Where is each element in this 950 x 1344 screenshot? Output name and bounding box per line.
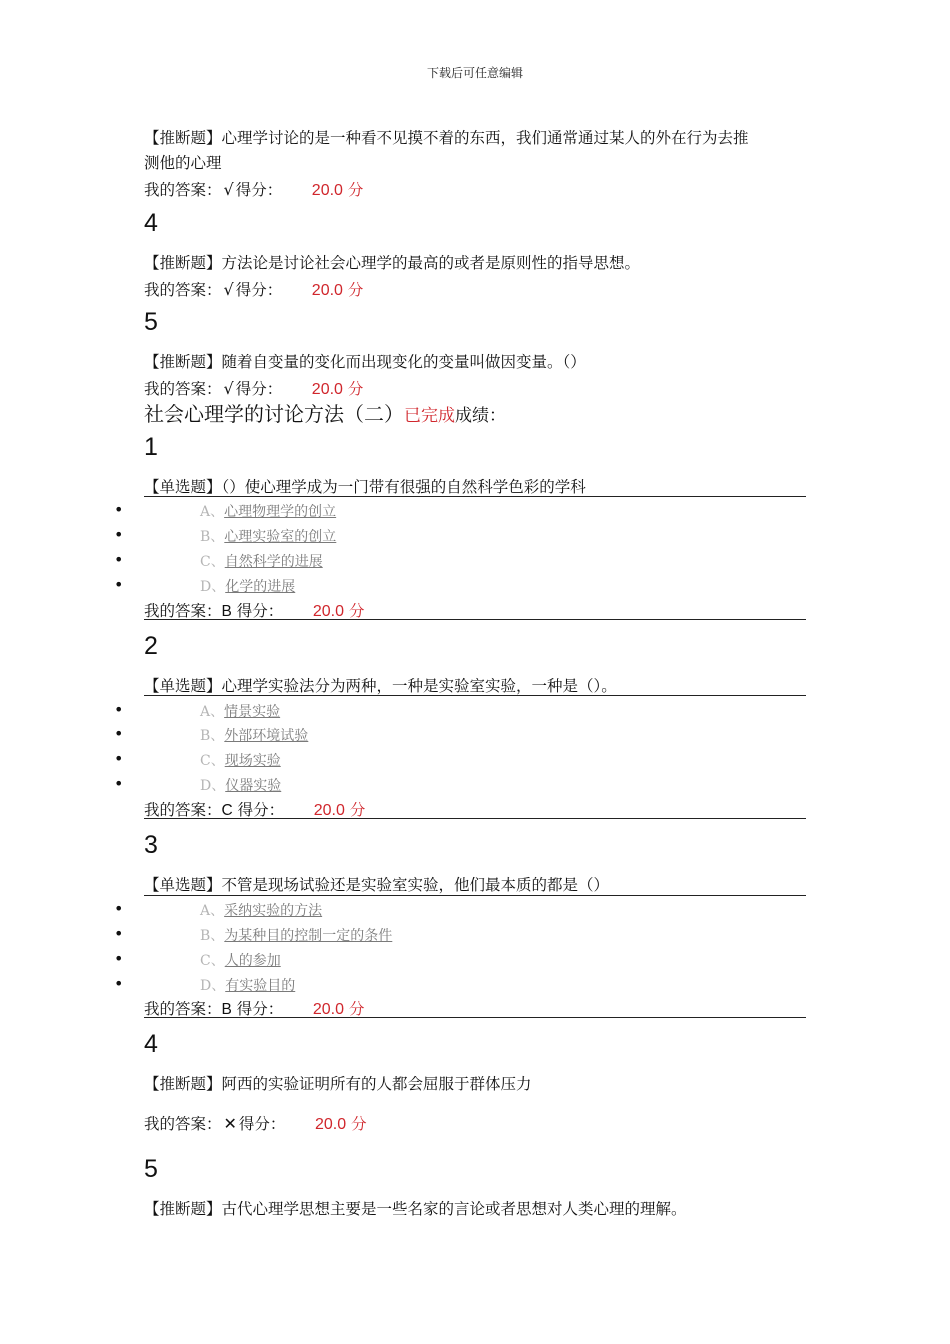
my-answer-label: 我的答案： [144, 1000, 222, 1018]
option-text[interactable]: 人的参加 [224, 953, 281, 969]
question-text: 【推断题】古代心理学思想主要是一些名家的言论或者思想对人类心理的理解。 [144, 1200, 687, 1218]
option-letter: C、 [200, 753, 225, 769]
my-answer-label: 我的答案： [144, 281, 222, 299]
section-title-row [144, 398, 506, 427]
option-c[interactable] [200, 551, 323, 571]
score-label: 得分： [237, 801, 285, 819]
question-number: 5 [144, 1155, 158, 1183]
answer-value: B [221, 603, 232, 620]
option-letter: D、 [200, 579, 226, 595]
bullet: • [114, 500, 124, 519]
bullet: • [114, 749, 124, 768]
check-mark-icon: √ [223, 280, 234, 299]
option-d[interactable] [200, 975, 295, 995]
option-text[interactable]: 自然科学的进展 [224, 554, 323, 570]
option-text[interactable]: 外部环境试验 [224, 728, 309, 744]
score-label: 得分： [235, 380, 283, 398]
answer-row [144, 278, 363, 300]
option-d[interactable] [200, 775, 281, 795]
option-text[interactable]: 有实验目的 [225, 978, 296, 994]
answer-value: B [221, 1001, 232, 1018]
option-a[interactable] [200, 900, 322, 920]
option-text[interactable]: 为某种目的控制一定的条件 [224, 928, 393, 944]
question-text: 【推断题】方法论是讨论社会心理学的最高的或者是原则性的指导思想。 [144, 254, 641, 272]
option-letter: C、 [200, 554, 225, 570]
my-answer-label: 我的答案： [144, 380, 222, 398]
bullet: • [114, 924, 124, 943]
bullet: • [114, 949, 124, 968]
question-number: 4 [144, 209, 158, 237]
question-text: 【单选题】心理学实验法分为两种，一种是实验室实验，一种是（）。 [144, 677, 617, 695]
score-value: 20.0 [311, 282, 343, 299]
score-unit: 分 [351, 1115, 367, 1133]
score-label: 得分： [235, 281, 283, 299]
bullet: • [114, 774, 124, 793]
option-b[interactable] [200, 925, 392, 945]
section-title: 社会心理学的讨论方法（二） [144, 402, 404, 426]
grade-label: 成绩： [455, 406, 506, 426]
option-a[interactable] [200, 701, 280, 721]
check-mark-icon: √ [223, 180, 234, 199]
option-text[interactable]: 情景实验 [224, 704, 281, 720]
page-header: 下载后可任意编辑 [426, 66, 523, 80]
option-text[interactable]: 仪器实验 [225, 778, 282, 794]
question-text: 【单选题】（）使心理学成为一门带有很强的自然科学色彩的学科 [144, 478, 586, 496]
answer-row [144, 798, 365, 820]
option-letter: D、 [200, 978, 226, 994]
question-text: 【推断题】心理学讨论的是一种看不见摸不着的东西，我们通常通过某人的外在行为去推 [144, 129, 749, 147]
question-number: 1 [144, 433, 158, 461]
option-letter: A、 [200, 903, 225, 919]
question-number: 3 [144, 831, 158, 859]
answer-row [144, 178, 363, 200]
score-label: 得分： [235, 181, 283, 199]
divider [144, 895, 806, 896]
score-label: 得分： [236, 602, 284, 620]
question-number: 2 [144, 632, 158, 660]
answer-value: C [221, 802, 233, 819]
score-value: 20.0 [312, 603, 345, 620]
option-b[interactable] [200, 526, 336, 546]
bullet: • [114, 575, 124, 594]
answer-row [144, 377, 363, 399]
option-d[interactable] [200, 576, 295, 596]
option-text[interactable]: 采纳实验的方法 [224, 903, 323, 919]
option-letter: D、 [200, 778, 226, 794]
option-text[interactable]: 化学的进展 [225, 579, 296, 595]
bullet: • [114, 550, 124, 569]
option-letter: B、 [200, 728, 225, 744]
option-text[interactable]: 心理实验室的创立 [224, 529, 337, 545]
score-unit: 分 [349, 801, 366, 819]
question-text: 【推断题】随着自变量的变化而出现变化的变量叫做因变量。（） [144, 353, 586, 371]
option-c[interactable] [200, 950, 281, 970]
my-answer-label: 我的答案： [144, 1115, 222, 1133]
score-value: 20.0 [313, 802, 345, 819]
option-c[interactable] [200, 750, 281, 770]
divider [144, 496, 806, 497]
bullet: • [114, 899, 124, 918]
score-value: 20.0 [315, 1116, 347, 1133]
bullet: • [114, 700, 124, 719]
option-letter: B、 [200, 529, 225, 545]
bullet: • [114, 974, 124, 993]
divider [144, 619, 806, 620]
answer-row [144, 997, 364, 1019]
my-answer-label: 我的答案： [144, 602, 222, 620]
option-text[interactable]: 现场实验 [224, 753, 281, 769]
answer-row [144, 599, 364, 621]
option-letter: B、 [200, 928, 225, 944]
option-a[interactable] [200, 501, 336, 521]
score-unit: 分 [348, 602, 365, 620]
score-unit: 分 [347, 181, 364, 199]
score-label: 得分： [238, 1115, 286, 1133]
check-mark-icon: √ [223, 379, 234, 398]
score-unit: 分 [348, 1000, 365, 1018]
score-unit: 分 [347, 281, 364, 299]
option-b[interactable] [200, 725, 308, 745]
option-text[interactable]: 心理物理学的创立 [224, 504, 337, 520]
status-badge: 已完成 [404, 406, 455, 426]
question-number: 4 [144, 1030, 158, 1058]
question-text: 【推断题】阿西的实验证明所有的人都会屈服于群体压力 [144, 1075, 532, 1093]
option-letter: A、 [200, 504, 225, 520]
cross-mark-icon: ✕ [223, 1114, 237, 1133]
score-value: 20.0 [312, 1001, 345, 1018]
option-letter: A、 [200, 704, 225, 720]
question-number: 5 [144, 308, 158, 336]
bullet: • [114, 525, 124, 544]
divider [144, 695, 806, 696]
score-value: 20.0 [311, 182, 343, 199]
answer-row [144, 1112, 367, 1134]
bullet: • [114, 724, 124, 743]
score-unit: 分 [347, 380, 364, 398]
score-value: 20.0 [311, 381, 343, 398]
question-text-continued: 测他的心理 [144, 154, 222, 172]
my-answer-label: 我的答案： [144, 801, 222, 819]
question-text: 【单选题】不管是现场试验还是实验室实验，他们最本质的都是（） [144, 876, 610, 894]
my-answer-label: 我的答案： [144, 181, 222, 199]
divider [144, 818, 806, 819]
score-label: 得分： [236, 1000, 284, 1018]
divider [144, 1017, 806, 1018]
option-letter: C、 [200, 953, 225, 969]
